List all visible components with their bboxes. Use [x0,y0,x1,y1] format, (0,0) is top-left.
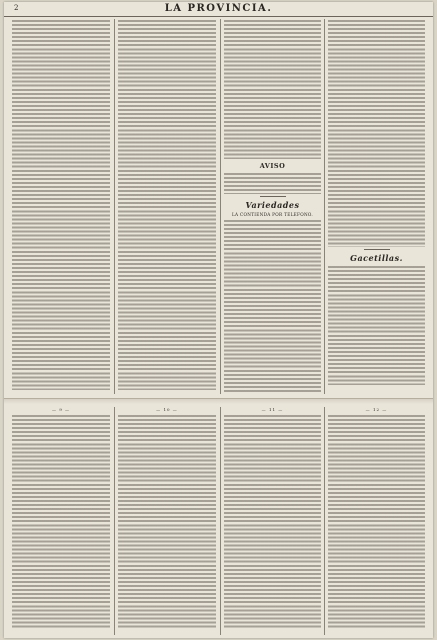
text-block [328,265,425,385]
top-columns [12,19,425,394]
newspaper-page [4,2,433,638]
text-block [224,414,321,629]
column-4 [328,19,425,394]
text-block [224,19,321,159]
bottom-column-2 [118,407,216,635]
column-2 [118,19,216,394]
text-block [328,19,425,247]
text-block [328,414,425,629]
bottom-page-number: — 11 — [261,407,284,412]
text-block [12,19,110,390]
newspaper-title: LA PROVINCIA. [164,3,273,14]
bottom-column-3 [224,407,321,635]
bottom-page-number: — 12 — [365,407,388,412]
text-block [224,219,321,394]
bottom-column-4 [328,407,425,635]
column-1 [12,19,110,394]
text-block [224,172,321,194]
section-heading-aviso: AVISO [259,162,286,170]
section-heading-variedades: Variedades [245,200,300,210]
text-block [118,414,216,629]
section-heading-gacetillas: Gacetillas. [350,253,403,263]
page-number: 2 [14,4,19,12]
page-fold [4,398,433,404]
text-block [118,19,216,390]
subheading-contienda: LA CONTIENDA POR TELEFONO. [231,212,314,217]
column-3 [224,19,321,394]
bottom-page-number: — 10 — [156,407,178,412]
text-block [12,414,110,629]
masthead [4,2,433,17]
bottom-column-1 [12,407,110,635]
bottom-page-number: — 9 — [51,407,71,412]
bottom-columns [12,407,425,635]
